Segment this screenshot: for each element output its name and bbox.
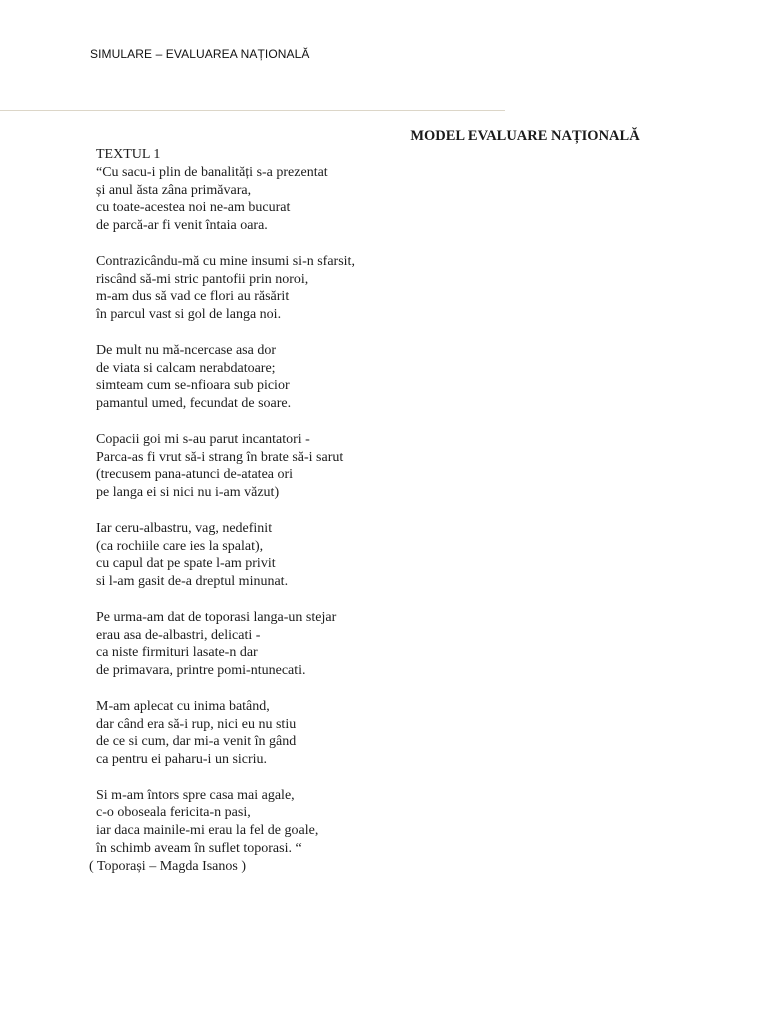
poem-line: (ca rochiile care ies la spalat), xyxy=(96,538,264,554)
poem-line: m-am dus să vad ce flori au răsărit xyxy=(96,289,290,305)
poem-line: c-o oboseala fericita-n pasi, xyxy=(96,805,251,821)
poem-line: în schimb aveam în suflet toporasi. “ xyxy=(96,841,302,857)
poem-line: și anul ăsta zâna primăvara, xyxy=(96,182,252,198)
poem-line: dar când era să-i rup, nici eu nu stiu xyxy=(96,716,297,732)
poem-line: iar daca mainile-mi erau la fel de goale, xyxy=(96,823,319,839)
poem-line: erau asa de-albastri, delicati - xyxy=(96,627,261,643)
poem-line: ca niste firmituri lasate-n dar xyxy=(96,645,258,661)
stanza-4 xyxy=(96,431,355,502)
document-title-row xyxy=(0,128,645,145)
stanza-5 xyxy=(96,520,355,591)
poem-line: în parcul vast si gol de langa noi. xyxy=(96,307,282,323)
poem-line: (trecusem pana-atunci de-atatea ori xyxy=(96,467,294,483)
stanza-7 xyxy=(96,698,355,769)
stanza-6 xyxy=(96,609,355,680)
poem-line: Si m-am întors spre casa mai agale, xyxy=(96,787,295,803)
poem-line: de parcă-ar fi venit întaia oara. xyxy=(96,218,268,234)
poem-line: M-am aplecat cu inima batând, xyxy=(96,698,270,714)
stanza-8 xyxy=(96,787,355,858)
poem-body xyxy=(89,146,355,876)
header-divider xyxy=(0,110,505,111)
page-header: SIMULARE – EVALUAREA NAȚIONALĂ xyxy=(90,47,310,61)
poem-line: de primavara, printre pomi-ntunecati. xyxy=(96,663,306,679)
poem-line: ca pentru ei paharu-i un sicriu. xyxy=(96,752,268,768)
poem-line: “Cu sacu-i plin de banalități s-a prezentat xyxy=(96,164,328,180)
poem-line: simteam cum se-nfioara sub picior xyxy=(96,378,290,394)
poem-line: cu capul dat pe spate l-am privit xyxy=(96,556,276,572)
poem-line: Copacii goi mi s-au parut incantatori - xyxy=(96,431,310,447)
poem-line: De mult nu mă-ncercase asa dor xyxy=(96,342,276,358)
poem-line: pamantul umed, fecundat de soare. xyxy=(96,396,292,412)
poem-line: riscând să-mi stric pantofii prin noroi, xyxy=(96,271,309,287)
poem-line: cu toate-acestea noi ne-am bucurat xyxy=(96,200,291,216)
poem-line: de viata si calcam nerabdatoare; xyxy=(96,360,276,376)
poem-line: Contrazicându-mă cu mine insumi si-n sfarsit, xyxy=(96,253,355,269)
text-label: TEXTUL 1 xyxy=(96,147,161,162)
poem-line: Iar ceru-albastru, vag, nedefinit xyxy=(96,520,273,536)
poem-line: de ce si cum, dar mi-a venit în gând xyxy=(96,734,297,750)
stanza-1 xyxy=(96,164,355,235)
stanza-3 xyxy=(96,342,355,413)
poem-line: si l-am gasit de-a dreptul minunat. xyxy=(96,574,289,590)
poem-attribution: ( Toporași – Magda Isanos ) xyxy=(89,858,247,874)
poem-line: pe langa ei si nici nu i-am văzut) xyxy=(96,485,280,501)
document-title: MODEL EVALUARE NAȚIONALĂ xyxy=(410,128,640,144)
poem-line: Parca-as fi vrut să-i strang în brate să-i sarut xyxy=(96,449,344,465)
stanza-2 xyxy=(96,253,355,324)
poem-line: Pe urma-am dat de toporasi langa-un stejar xyxy=(96,609,337,625)
